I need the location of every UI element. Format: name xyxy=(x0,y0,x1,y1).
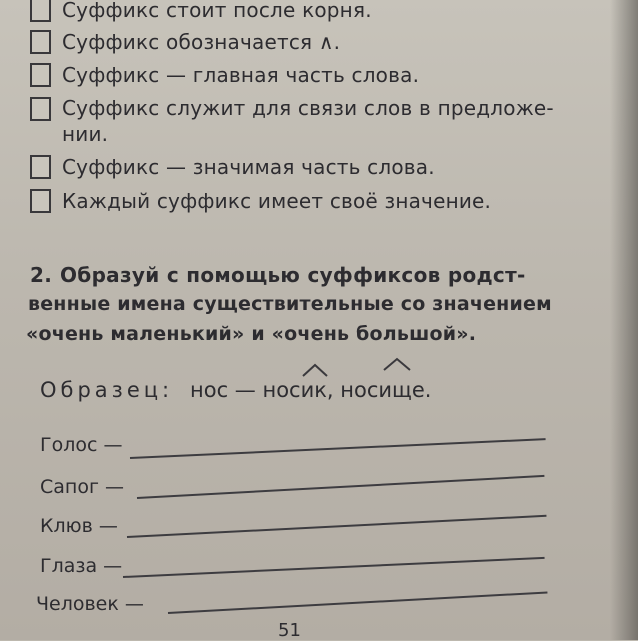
checklist-item-4: Суффикс служит для связи слов в предложе- xyxy=(62,96,554,120)
checklist-item-6: Каждый суффикс имеет своё значение. xyxy=(62,189,492,213)
checkbox-4[interactable] xyxy=(30,97,51,121)
word-chelovek: Человек — xyxy=(36,593,144,615)
checklist-item-1: Суффикс стоит после корня. xyxy=(62,0,372,22)
checkbox-1[interactable] xyxy=(30,0,51,22)
task-heading-line-3: «очень маленький» и «очень большой». xyxy=(26,323,477,345)
checkbox-6[interactable] xyxy=(30,189,51,213)
checklist-item-3: Суффикс — главная часть слова. xyxy=(62,63,420,87)
suffix-mark-ishch xyxy=(381,356,413,372)
checkbox-3[interactable] xyxy=(30,63,51,87)
checklist-item-4-continuation: нии. xyxy=(62,122,109,146)
task-heading-line-1: Образуй с помощью суффиксов родст- xyxy=(60,263,526,287)
task-heading-line-2: венные имена существительные со значением xyxy=(28,293,552,315)
page-shadow-edge xyxy=(610,0,638,640)
sample-label: Образец: xyxy=(40,378,174,402)
suffix-mark-ik xyxy=(300,362,330,378)
word-glaza: Глаза — xyxy=(40,555,123,577)
checklist-item-2: Суффикс обозначается ∧. xyxy=(62,30,341,54)
checkbox-2[interactable] xyxy=(30,30,51,54)
page-number: 51 xyxy=(278,620,301,641)
word-golos: Голос — xyxy=(40,434,123,456)
word-klyuv: Клюв — xyxy=(40,515,118,537)
sample-text: нос — носик, носище. xyxy=(190,378,432,402)
task-number: 2. xyxy=(30,263,53,287)
word-sapog: Сапог — xyxy=(40,476,124,498)
checkbox-5[interactable] xyxy=(30,155,51,179)
checklist-item-5: Суффикс — значимая часть слова. xyxy=(62,155,435,179)
